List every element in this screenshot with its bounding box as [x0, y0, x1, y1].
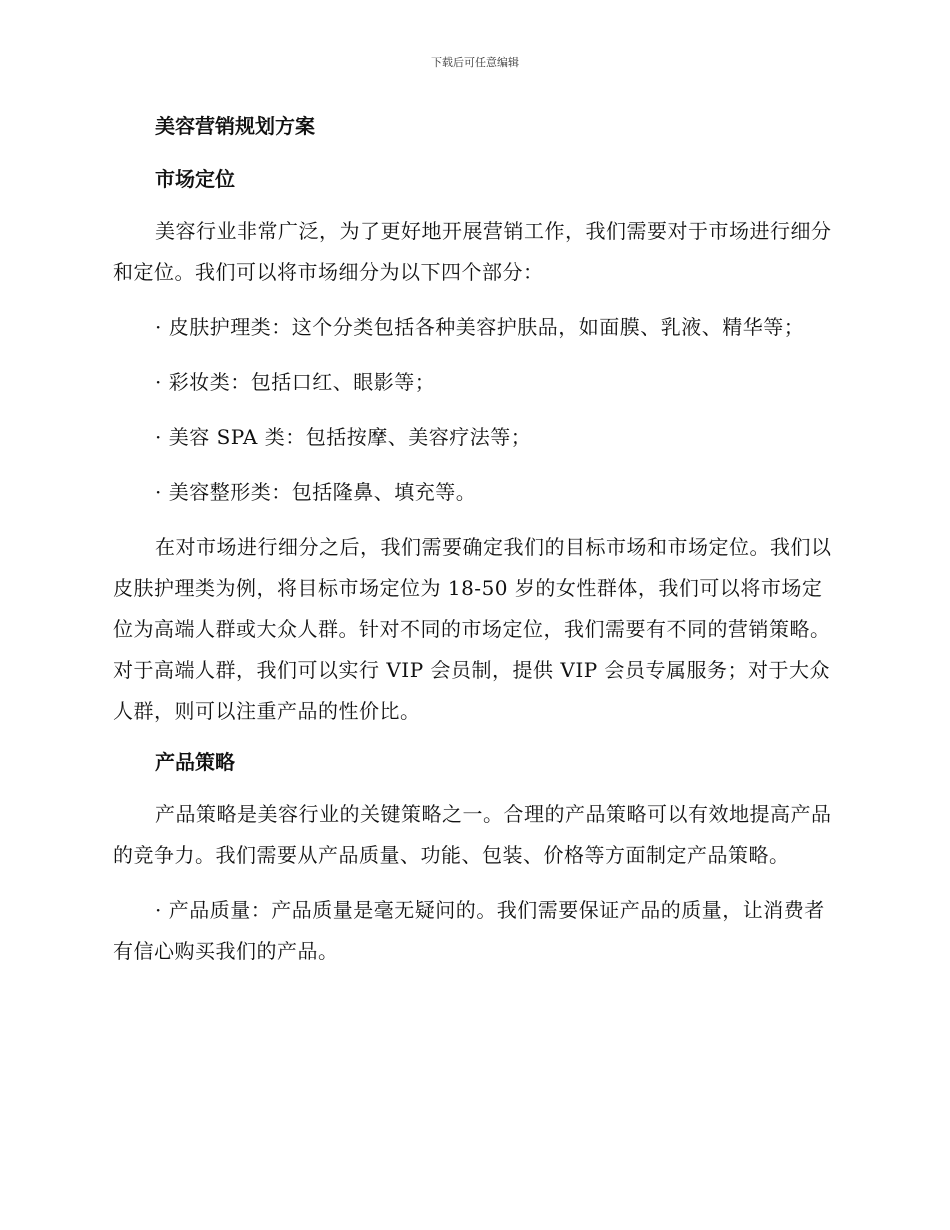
- section-heading-market-positioning: 市场定位: [155, 167, 235, 191]
- bullet-item: · 产品质量：产品质量是毫无疑问的。我们需要保证产品的质量，让消费者有信心购买我们的产品。: [113, 898, 825, 963]
- bullet-item: · 皮肤护理类：这个分类包括各种美容护肤品，如面膜、乳液、精华等；: [155, 315, 805, 339]
- section-heading-product-strategy: 产品策略: [155, 750, 235, 774]
- page-header: 下载后可任意编辑: [431, 56, 519, 69]
- paragraph: 产品策略是美容行业的关键策略之一。合理的产品策略可以有效地提高产品的竞争力。我们需要从产品质量、功能、包装、价格等方面制定产品策略。: [113, 802, 832, 867]
- bullet-item: · 美容 SPA 类：包括按摩、美容疗法等；: [155, 425, 532, 449]
- bullet-item: · 彩妆类：包括口红、眼影等；: [155, 370, 436, 394]
- paragraph: 在对市场进行细分之后，我们需要确定我们的目标市场和市场定位。我们以皮肤护理类为例，将目标市场定位为 18-50 岁的女性群体，我们可以将市场定位为高端人群或大众人群。针对不同的市场定位，我们需要有不同的营销策略。对于高端人群，我们可以实行 VIP 会员制，提供 VIP 会员专属服务；对于大众人群，则可以注重产品的性价比。: [113, 535, 832, 723]
- document-title: 美容营销规划方案: [155, 114, 315, 138]
- document-body: [113, 110, 833, 986]
- paragraph: 美容行业非常广泛，为了更好地开展营销工作，我们需要对于市场进行细分和定位。我们可以将市场细分为以下四个部分：: [113, 219, 832, 284]
- bullet-item: · 美容整形类：包括隆鼻、填充等。: [155, 480, 477, 504]
